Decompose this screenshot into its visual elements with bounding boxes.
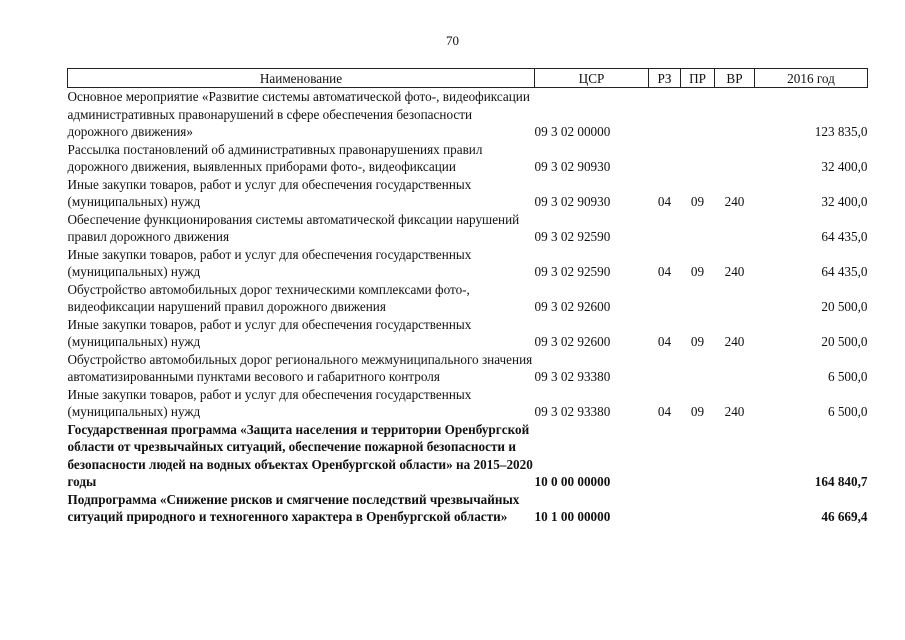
row-pr [681, 141, 715, 176]
row-vr [715, 88, 755, 141]
header-name: Наименование [68, 69, 535, 88]
row-csr: 10 0 00 00000 [534, 474, 611, 489]
row-rz: 04 [657, 264, 672, 279]
header-year: 2016 год [755, 69, 868, 88]
row-amount: 123 835,0 [814, 124, 868, 139]
row-vr: 240 [724, 264, 745, 279]
row-csr: 09 3 02 90930 [534, 194, 611, 209]
row-rz: 04 [657, 194, 672, 209]
row-name: Иные закупки товаров, работ и услуг для обеспечения государственных (муниципальных) нужд [67, 246, 472, 279]
row-name: Обеспечение функционирования системы автоматической фиксации нарушений правил дорожного движения [67, 211, 520, 244]
row-amount: 32 400,0 [821, 159, 868, 174]
header-vr: ВР [715, 69, 755, 88]
row-csr: 09 3 02 92600 [534, 334, 611, 349]
table-row [68, 281, 868, 316]
header-rz: РЗ [649, 69, 681, 88]
row-amount: 6 500,0 [827, 404, 868, 419]
row-rz [649, 281, 681, 316]
row-amount: 20 500,0 [821, 334, 868, 349]
table-row [68, 246, 868, 281]
row-pr [681, 88, 715, 141]
row-vr: 240 [724, 194, 745, 209]
row-csr: 09 3 02 93380 [534, 404, 611, 419]
row-vr [715, 211, 755, 246]
row-amount: 64 435,0 [821, 229, 868, 244]
row-pr [681, 351, 715, 386]
row-pr: 09 [690, 334, 705, 349]
row-name: Основное мероприятие «Развитие системы автоматической фото-, видеофиксации административных правонарушений в сфере обеспечения безопасности дорожного движения» [67, 89, 530, 139]
table-row [68, 176, 868, 211]
row-name: Обустройство автомобильных дорог техническими комплексами фото-, видеофиксации нарушений правил дорожного движения [67, 281, 470, 314]
row-rz [649, 421, 681, 491]
row-vr: 240 [724, 404, 745, 419]
row-rz: 04 [657, 404, 672, 419]
table-row [68, 88, 868, 141]
row-rz [649, 351, 681, 386]
table-row [68, 141, 868, 176]
table-row [68, 316, 868, 351]
row-csr: 09 3 02 90930 [534, 159, 611, 174]
budget-table [67, 68, 868, 526]
row-pr [681, 491, 715, 526]
row-pr: 09 [690, 404, 705, 419]
row-amount: 6 500,0 [827, 369, 868, 384]
row-rz [649, 211, 681, 246]
row-csr: 10 1 00 00000 [534, 509, 611, 524]
row-csr: 09 3 02 93380 [534, 369, 611, 384]
row-csr: 09 3 02 92590 [534, 229, 611, 244]
row-amount: 46 669,4 [821, 509, 868, 524]
row-vr: 240 [724, 334, 745, 349]
row-csr: 09 3 02 92600 [534, 299, 611, 314]
table-row [68, 351, 868, 386]
row-rz: 04 [657, 334, 672, 349]
row-pr: 09 [690, 264, 705, 279]
row-rz [649, 491, 681, 526]
row-amount: 20 500,0 [821, 299, 868, 314]
row-amount: 164 840,7 [814, 474, 868, 489]
header-pr: ПР [681, 69, 715, 88]
row-amount: 64 435,0 [821, 264, 868, 279]
row-name: Иные закупки товаров, работ и услуг для обеспечения государственных (муниципальных) нужд [67, 386, 472, 419]
header-csr: ЦСР [535, 69, 649, 88]
row-name: Иные закупки товаров, работ и услуг для обеспечения государственных (муниципальных) нужд [67, 316, 472, 349]
row-name: Иные закупки товаров, работ и услуг для обеспечения государственных (муниципальных) нужд [67, 176, 472, 209]
row-pr [681, 281, 715, 316]
row-name: Рассылка постановлений об административных правонарушениях правил дорожного движения, выявленных приборами фото-, видеофиксации [67, 141, 483, 174]
row-vr [715, 281, 755, 316]
page-number: 70 [446, 33, 459, 48]
row-name: Обустройство автомобильных дорог регионального межмуниципального значения автоматизированными пунктами весового и габаритного контроля [67, 351, 533, 384]
table-row-subprogram [68, 491, 868, 526]
row-csr: 09 3 02 92590 [534, 264, 611, 279]
row-rz [649, 141, 681, 176]
row-vr [715, 351, 755, 386]
table-row [68, 386, 868, 421]
row-name: Государственная программа «Защита населения и территории Оренбургской области от чрезвычайных ситуаций, обеспечение пожарной безопасности и безопасности людей на водных объектах Оренбургской области» на 2015–2020 годы [67, 421, 533, 489]
row-pr [681, 421, 715, 491]
row-csr: 09 3 02 00000 [534, 124, 611, 139]
row-amount: 32 400,0 [821, 194, 868, 209]
table-row-program [68, 421, 868, 491]
row-rz [649, 88, 681, 141]
table-header-row [68, 69, 868, 88]
row-name: Подпрограмма «Снижение рисков и смягчение последствий чрезвычайных ситуаций природного и техногенного характера в Оренбургской области» [67, 491, 520, 524]
row-vr [715, 491, 755, 526]
row-vr [715, 141, 755, 176]
row-pr: 09 [690, 194, 705, 209]
row-vr [715, 421, 755, 491]
table-row [68, 211, 868, 246]
row-pr [681, 211, 715, 246]
